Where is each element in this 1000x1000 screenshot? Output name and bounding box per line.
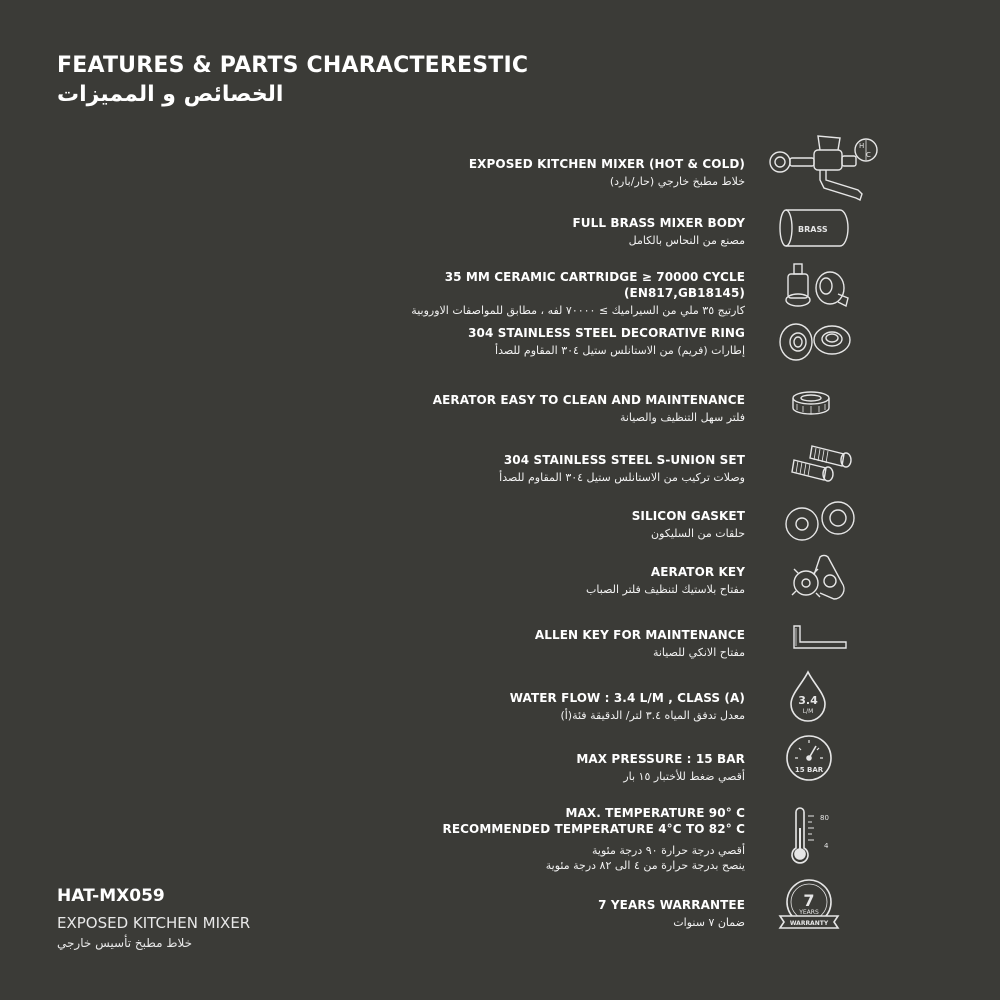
feature-label-ar: حلقات من السليكون bbox=[651, 527, 745, 540]
feature-label-en: AERATOR KEY bbox=[650, 565, 745, 579]
warranty-number: 7 bbox=[803, 891, 815, 910]
faucet-hot-cold-icon bbox=[768, 132, 878, 204]
product-name-ar: خلاط مطبخ تأسيس خارجي bbox=[57, 936, 193, 950]
water-drop-icon bbox=[788, 670, 828, 722]
feature-exposed-mixer bbox=[325, 156, 745, 189]
feature-max-pressure bbox=[325, 751, 745, 784]
brass-label: BRASS bbox=[798, 225, 828, 234]
feature-silicon-gasket bbox=[325, 508, 745, 541]
feature-label-en: 304 STAINLESS STEEL DECORATIVE RING bbox=[468, 326, 745, 340]
warranty-ribbon: WARRANTY bbox=[789, 920, 829, 927]
ceramic-cartridge-icon bbox=[782, 262, 854, 310]
thermometer-icon bbox=[788, 808, 838, 866]
feature-label-en: SILICON GASKET bbox=[631, 509, 745, 523]
feature-ceramic-cartridge bbox=[325, 269, 745, 318]
feature-temperature bbox=[325, 805, 745, 873]
svg-text:H: H bbox=[859, 142, 865, 150]
page-title-en: FEATURES & PARTS CHARACTERESTIC bbox=[57, 53, 529, 78]
feature-decorative-ring bbox=[325, 325, 745, 358]
pressure-value: 15 BAR bbox=[794, 766, 824, 774]
allen-key-icon bbox=[792, 624, 850, 652]
feature-label-en: AERATOR EASY TO CLEAN AND MAINTENANCE bbox=[432, 393, 745, 407]
brass-body-icon bbox=[778, 208, 852, 248]
feature-label-ar-2: ينصح بدرجة حرارة من ٤ الى ٨٢ درجة مئوية bbox=[545, 859, 745, 872]
feature-water-flow bbox=[325, 690, 745, 723]
feature-label-en: 304 STAINLESS STEEL S-UNION SET bbox=[503, 453, 745, 467]
feature-label-en-2: RECOMMENDED TEMPERATURE 4°C TO 82° C bbox=[442, 822, 745, 836]
feature-label-en: MAX. TEMPERATURE 90° C bbox=[565, 806, 745, 820]
feature-label-ar: ضمان ٧ سنوات bbox=[673, 916, 745, 929]
aerator-key-icon bbox=[790, 553, 846, 605]
flow-unit: L/M bbox=[802, 708, 814, 715]
svg-text:C: C bbox=[866, 151, 871, 159]
aerator-icon bbox=[789, 390, 833, 420]
feature-label-en: 7 YEARS WARRANTEE bbox=[598, 898, 745, 912]
feature-aerator-key bbox=[325, 564, 745, 597]
feature-s-union bbox=[325, 452, 745, 485]
product-info bbox=[57, 885, 250, 951]
temp-low: 4 bbox=[824, 842, 829, 850]
page-header bbox=[57, 52, 528, 110]
decorative-ring-icon bbox=[778, 322, 854, 362]
feature-label-ar: معدل تدفق المياه ٣.٤ لتر/ الدقيقة فئة(أ) bbox=[560, 709, 745, 722]
feature-label-ar: أقصي درجة حرارة ٩٠ درجة مئوية bbox=[591, 844, 745, 857]
page-title-ar: الخصائص و المميزات bbox=[57, 82, 284, 107]
feature-allen-key bbox=[325, 627, 745, 660]
temp-high: 80 bbox=[820, 814, 829, 822]
warranty-years: YEARS bbox=[799, 909, 819, 916]
flow-value: 3.4 bbox=[798, 694, 818, 707]
feature-label-ar: مصنع من النحاس بالكامل bbox=[628, 234, 745, 247]
feature-label-ar: كارتيج ٣٥ ملي من السيراميك ≥ ٧٠٠٠٠ لفه ، مطابق للمواصفات الاوروبية bbox=[411, 304, 745, 317]
feature-label-ar: مفتاح بلاستيك لتنظيف فلتر الصباب bbox=[586, 583, 745, 596]
feature-label-en: EXPOSED KITCHEN MIXER (HOT & COLD) bbox=[468, 157, 745, 171]
feature-label-ar: أقصي ضغط للأختبار ١٥ بار bbox=[623, 770, 745, 783]
feature-label-ar: إطارات (فريم) من الاستانلس ستيل ٣٠٤ المقاوم للصدأ bbox=[495, 344, 745, 357]
gasket-icon bbox=[784, 500, 858, 542]
feature-label-ar: مفتاح الانكي للصيانة bbox=[652, 646, 745, 659]
feature-label-ar: فلتر سهل التنظيف والصيانة bbox=[619, 411, 745, 424]
feature-label-en: MAX PRESSURE : 15 BAR bbox=[576, 752, 745, 766]
feature-brass-body bbox=[325, 215, 745, 248]
feature-label-en: FULL BRASS MIXER BODY bbox=[572, 216, 745, 230]
feature-aerator bbox=[325, 392, 745, 425]
s-union-icon bbox=[788, 440, 856, 486]
product-code: HAT-MX059 bbox=[57, 886, 165, 906]
feature-label-en: WATER FLOW : 3.4 L/M , CLASS (A) bbox=[509, 691, 745, 705]
feature-label-en: ALLEN KEY FOR MAINTENANCE bbox=[534, 628, 745, 642]
feature-label-ar: وصلات تركيب من الاستانلس ستيل ٣٠٤ المقاوم للصدأ bbox=[499, 471, 745, 484]
feature-warranty bbox=[325, 897, 745, 930]
feature-label-en: 35 MM CERAMIC CARTRIDGE ≥ 70000 CYCLE (EN817,GB18145) bbox=[444, 270, 745, 300]
warranty-badge-icon bbox=[778, 878, 840, 934]
pressure-gauge-icon bbox=[785, 734, 833, 782]
feature-label-ar: خلاط مطبخ خارجي (حار/بارد) bbox=[609, 175, 745, 188]
product-name-en: EXPOSED KITCHEN MIXER bbox=[57, 914, 251, 932]
